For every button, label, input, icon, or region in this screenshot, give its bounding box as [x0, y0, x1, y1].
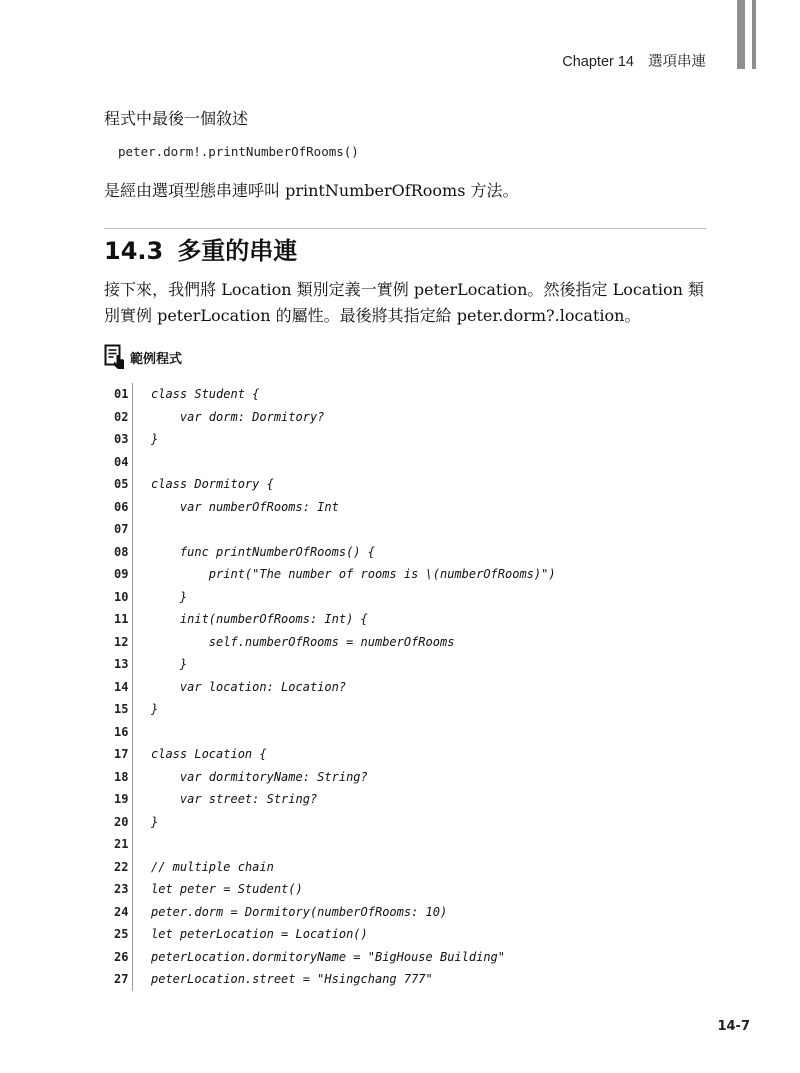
line-number: 16: [114, 724, 129, 739]
line-code: self.numberOfRooms = numberOfRooms: [151, 634, 455, 649]
code-line: [104, 856, 704, 879]
line-number: 21: [114, 837, 129, 851]
line-number: 06: [114, 499, 129, 514]
line-number: 01: [114, 387, 129, 401]
line-code: // multiple chain: [151, 859, 274, 874]
code-line: [104, 653, 704, 676]
section-number: 14.3: [104, 237, 164, 265]
page-number: 14-7: [717, 1019, 750, 1034]
line-code: var location: Location?: [151, 679, 347, 694]
code-line: [104, 383, 704, 406]
line-number: 23: [114, 882, 129, 896]
code-line: [104, 473, 704, 496]
code-line: [104, 563, 704, 586]
line-code: let peter = Student(): [151, 882, 303, 896]
line-number: 04: [114, 454, 129, 469]
line-number: 25: [114, 927, 129, 941]
code-document-icon: [104, 344, 126, 370]
line-code: }: [151, 814, 159, 829]
code-line: [104, 428, 704, 451]
code-line: [104, 788, 704, 811]
code-line: [104, 923, 704, 946]
code-line: [104, 878, 704, 901]
line-code: }: [151, 589, 188, 604]
code-line: [104, 698, 704, 721]
code-line: [104, 518, 704, 541]
code-line: [104, 676, 704, 699]
line-code: var numberOfRooms: Int: [151, 499, 339, 514]
line-number: 26: [114, 949, 129, 964]
intro-paragraph: 程式中最後一個敘述: [104, 109, 249, 128]
code-line: [104, 608, 704, 631]
line-number: 05: [114, 477, 129, 491]
example-label-text: 範例程式: [130, 351, 183, 367]
code-line: [104, 946, 704, 969]
line-number: 27: [114, 972, 129, 986]
line-code: var dorm: Dormitory?: [151, 409, 325, 424]
line-code: }: [151, 702, 159, 716]
body-paragraph: 接下來，我們將 Location 類別定義一實例 peterLocation。然後指定 Location 類別實例 peterLocation 的屬性。最後將其指定給 peter.dorm?.location。: [104, 280, 704, 325]
edge-tab-bar-thick: [737, 0, 745, 69]
line-code: let peterLocation = Location(): [151, 927, 368, 941]
code-line: [104, 968, 704, 991]
line-number: 14: [114, 679, 129, 694]
code-line: [104, 901, 704, 924]
line-number: 03: [114, 432, 129, 446]
code-line: [104, 766, 704, 789]
line-number: 10: [114, 589, 129, 604]
line-code: peter.dorm = Dormitory(numberOfRooms: 10): [151, 904, 448, 919]
line-number: 09: [114, 567, 129, 581]
inline-code-snippet: peter.dorm!.printNumberOfRooms(): [118, 144, 359, 159]
explain-paragraph: 是經由選項型態串連呼叫 printNumberOfRooms 方法。: [104, 181, 519, 200]
line-code: class Student {: [151, 387, 260, 401]
code-line: [104, 721, 704, 744]
example-label: [104, 345, 182, 369]
line-number: 12: [114, 634, 129, 649]
line-number: 24: [114, 904, 129, 919]
code-line: [104, 631, 704, 654]
code-line: [104, 496, 704, 519]
code-line: [104, 811, 704, 834]
line-code: init(numberOfRooms: Int) {: [151, 612, 368, 626]
line-code: }: [151, 657, 188, 671]
line-number: 07: [114, 522, 129, 536]
code-line: [104, 541, 704, 564]
line-code: peterLocation.dormitoryName = "BigHouse Building": [151, 949, 506, 964]
code-line: [104, 743, 704, 766]
line-code: peterLocation.street = "Hsingchang 777": [151, 972, 433, 986]
edge-tab-bar-thin: [752, 0, 756, 69]
chapter-title: 選項串連: [648, 54, 706, 70]
line-code: func printNumberOfRooms() {: [151, 544, 375, 559]
code-line: [104, 833, 704, 856]
section-title: 多重的串連: [177, 237, 298, 265]
running-header: [562, 50, 706, 71]
section-heading: [104, 231, 297, 266]
line-code: class Location {: [151, 747, 267, 761]
line-number: 22: [114, 859, 129, 874]
line-number: 13: [114, 657, 129, 671]
line-number: 15: [114, 702, 129, 716]
code-line: [104, 451, 704, 474]
code-listing: [104, 383, 704, 991]
line-number: 08: [114, 544, 129, 559]
line-number: 11: [114, 612, 129, 626]
line-code: var dormitoryName: String?: [151, 769, 368, 784]
section-divider: [104, 228, 706, 229]
line-code: var street: String?: [151, 792, 318, 806]
chapter-label: Chapter 14: [562, 54, 634, 70]
code-line: [104, 406, 704, 429]
line-number: 17: [114, 747, 129, 761]
line-number: 02: [114, 409, 129, 424]
code-line: [104, 586, 704, 609]
line-number: 20: [114, 814, 129, 829]
line-code: print("The number of rooms is \(numberOfRooms)"): [151, 567, 556, 581]
line-code: }: [151, 432, 159, 446]
line-number: 18: [114, 769, 129, 784]
line-code: class Dormitory {: [151, 477, 274, 491]
line-number: 19: [114, 792, 129, 806]
